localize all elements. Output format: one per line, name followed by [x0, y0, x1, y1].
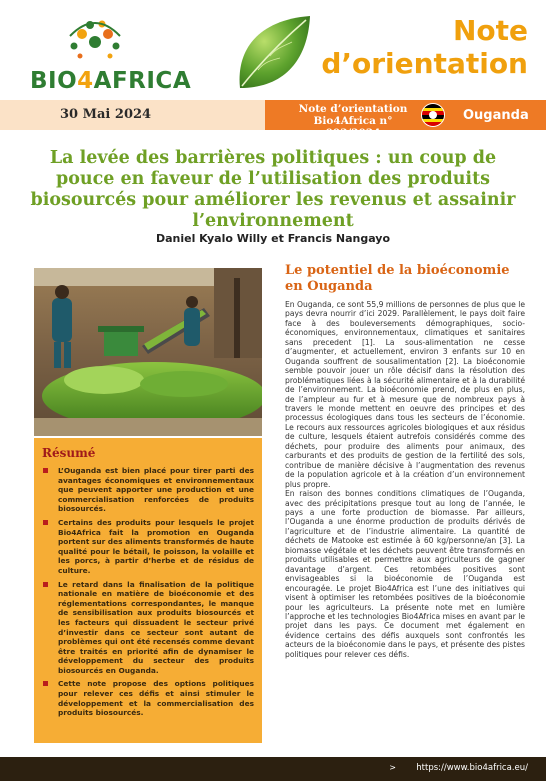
summary-item: Certains des produits pour lesquels le projet Bio4Africa fait la promotion en Ouganda portent sur des aliments transformés de haute qualité pour le bétail, le poisson, la volaille et les porcs, à partir d’herbe et de résidus de culture.	[42, 518, 254, 576]
document-type-title: Note d’orientation	[321, 14, 528, 81]
flag-stripe	[422, 122, 444, 126]
logo-wordmark: BIO4AFRICA	[30, 68, 192, 94]
flag-emblem	[429, 111, 437, 119]
uganda-flag-icon	[421, 103, 445, 127]
body-paragraph: En Ouganda, ce sont 55,9 millions de personnes de plus que le pays devra nourrir d’ici 2029. Parallèlement, le pays doit faire face à des bouleversements démographiques, socio-économiques, environnementaux, climatiques et sanitaires sans precedent [1]. La sous-alimentation ne cesse d’augmenter, et actuellement, environ 3 enfants sur 10 en Ouganda souffrent de sousalimentation [2]. La bioéconomie semble pouvoir jouer un rôle décisif dans la résolution des problématiques liées à la sécurité alimentaire et à la durabilité de l’environnement. La bioéconomie prend, de plus en plus, de l’ampleur au fur et à mesure que de nombreux pays à travers le monde mettent en oeuvre des principes et des processus écologiques dans tous les secteurs de l’économie. Le recours aux ressources agricoles biologiques et aux résidus de culture, lesquels étaient autrefois considérés comme des déchets, pour produire des aliments pour animaux, des carburants et des produits de gestion de la fertilité des sols, contribue de manière décisive à l’augmentation des revenus de la population agricole et à la création d’un environnement plus propre.	[285, 300, 525, 489]
processing-photo	[34, 268, 262, 436]
summary-item: Cette note propose des options politiques pour relever ces défis et ainsi stimuler le développement et la commercialisation des produits biosourcés.	[42, 679, 254, 717]
section-body	[285, 300, 525, 659]
summary-list	[42, 466, 254, 718]
summary-item: L’Ouganda est bien placé pour tirer parti des avantages économiques et environnementaux que peuvent apporter une production et une commercialisation renforcées de produits biosourcés.	[42, 466, 254, 514]
logo-swirl-icon	[60, 18, 130, 64]
bio4africa-logo	[20, 18, 220, 94]
square-bullet-icon	[43, 582, 48, 587]
square-bullet-icon	[43, 468, 48, 473]
body-paragraph: En raison des bonnes conditions climatiques de l’Ouganda, avec des précipitations presque tout au long de l’année, le pays a une forte production de biomasse. Par ailleurs, l’Ouganda a une énorme production de produits dérivés de l’agriculture et de l’industrie alimentaire. La quantité de déchets de Matooke est estimée à 60 kg/personne/an [3]. La biomasse végétale et les déchets peuvent être transformés en produits utilisables et permettre aux agriculteurs de gagner davantage d’argent. Ces retombées positives sont envisageables si la bioéconomie de l’Ouganda est encouragée. Le projet Bio4Africa est l’une des initiatives qui visent à optimiser les retombées positives de la bioéconomie pour les agriculteurs. La présente note met en lumière l’approche et les technologies Bio4Africa mises en avant par le projet dans les pays. Ce document met également en évidence certains des défis auxquels sont confrontés les acteurs de la bioéconomie dans le pays, et présente des pistes politiques pour relever ces défis.	[285, 489, 525, 659]
arrow-icon: >	[389, 763, 396, 772]
leaf-icon	[228, 10, 318, 104]
note-reference: Note d’orientation Bio4Africa n° 003/2024	[298, 103, 408, 139]
page-header	[0, 0, 546, 100]
summary-item: Le retard dans la finalisation de la politique nationale en matière de bioéconomie et des réglementations correspondantes, le manque de sensibilisation aux produits biosourcés et les facteurs qui dissuadent le secteur privé d’investir dans ce secteur sont autant de problèmes qui ont été recensés comme devant être traités en priorité afin de dynamiser le développement du secteur des produits biosourcés en Ouganda.	[42, 580, 254, 676]
reference-band	[265, 100, 546, 139]
authors: Daniel Kyalo Willy et Francis Nangayo	[155, 232, 391, 245]
country-name: Ouganda	[463, 108, 529, 123]
website-link[interactable]: https://www.bio4africa.eu/	[416, 763, 528, 773]
publication-date: 30 Mai 2024	[60, 107, 152, 122]
date-band	[0, 100, 265, 130]
square-bullet-icon	[43, 520, 48, 525]
page-title: La levée des barrières politiques : un coup de pouce en faveur de l’utilisation des produits biosourcés pour améliorer les revenus et assainir l’environnement	[30, 148, 516, 231]
page-footer	[0, 757, 546, 781]
summary-title: Résumé	[42, 446, 96, 460]
square-bullet-icon	[43, 681, 48, 686]
summary-box	[34, 438, 262, 743]
section-heading: Le potentiel de la bioéconomie en Ouganda	[285, 263, 510, 294]
